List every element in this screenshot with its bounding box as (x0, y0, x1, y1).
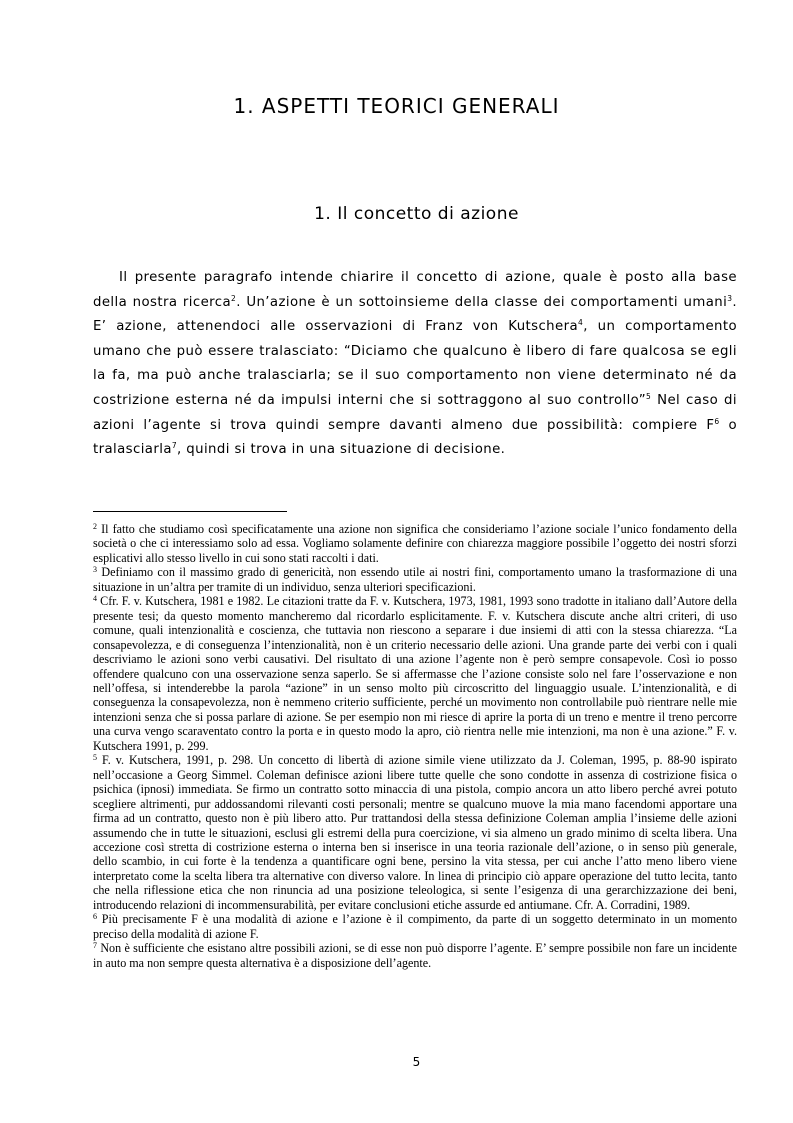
footnote-ref[interactable]: 5 (646, 391, 652, 401)
footnote-ref[interactable]: 3 (727, 293, 733, 303)
footnote-ref[interactable]: 2 (231, 293, 237, 303)
footnote (93, 594, 737, 753)
footnote (93, 912, 737, 941)
footnote-number: 5 (93, 753, 97, 763)
paragraph-text: Nel caso di azioni l’agente si trova quindi sempre davanti almeno due possibilità: compiere F (93, 392, 737, 433)
footnote-number: 3 (93, 565, 97, 575)
footnote-number: 4 (93, 594, 97, 604)
paragraph-text: . E’ azione, attenendoci alle osservazioni di Franz von Kutschera (93, 294, 738, 335)
footnotes (93, 522, 737, 970)
footnote-separator (93, 511, 287, 512)
body-paragraph (93, 266, 737, 463)
footnote (93, 941, 737, 970)
footnote (93, 522, 737, 565)
footnote-number: 2 (93, 522, 97, 531)
paragraph-text: o tralasciarla (93, 417, 737, 458)
footnote (93, 753, 737, 912)
footnote-text: F. v. Kutschera, 1991, p. 298. Un concetto di libertà di azione simile viene utilizzato da J. Coleman, 1995, p. 88-90 ispirato nell’occasione a Georg Simmel. Coleman definisce azioni libere tutte quelle che sono condotte in assenza di costrizione fisica o psichica (ipnosi) immediata. Se firmo un contratto sotto minaccia di una pistola, compio ancora un atto libero perché avrei potuto scegliere altrimenti, pur addossandomi rilevanti costi personali; mentre se qualcuno muove la mia mano facendomi apportare una firma ad un contratto, questo non è più libero atto. Pur trattandosi della stessa definizione Coleman amplia l’insieme delle azioni assumendo che in tutte le situazioni, esclusi gli estremi della pura coercizione, vi sia almeno un grado minimo di scelta libera. Una accezione così stretta di costrizione esterna o interna ben si inserisce in una teoria razionale dell’azione, o in senso più generale, dello scambio, in cui forte è la tendenza a quantificare ogni bene, persino la vita stessa, per cui anche l’atto meno libero viene interpretato come la scelta libera tra alternative con diverso valore. In linea di principio ciò appare operazione del tutto lecita, tanto che nella riflessione etica che non rinuncia ad una posizione teleologica, si sente l’esigenza di una gerarchizzazione dei beni, introducendo relazioni di incommensurabilità, per evitare conclusioni etiche assurde ed antiumane. Cfr. A. Corradini, 1989. (93, 753, 737, 912)
footnote-text: Il fatto che studiamo così specificatamente una azione non significa che consideriamo l’azione sociale l’unico fondamento della società o che ci interessiamo solo ad essa. Vogliamo solamente definire con chiarezza maggiore possibile l’oggetto dei nostri sforzi esplicativi allo stesso livello in cui sono stati raccolti i dati. (93, 522, 737, 565)
paragraph-text: , un comportamento umano che può essere tralasciato: “Diciamo che qualcuno è libero di fare qualcosa se egli la fa, ma può anche tralasciarla; se il suo comportamento non viene determinato né da costrizione esterna né da impulsi interni che si sottraggono al suo controllo” (93, 319, 738, 408)
footnote-number: 6 (93, 912, 97, 922)
footnote (93, 565, 737, 594)
footnote-text: Cfr. F. v. Kutschera, 1981 e 1982. Le citazioni tratte da F. v. Kutschera, 1973, 1981, 1993 sono tradotte in italiano dall’Autore della presente tesi; da questo momento mancheremo dal ricordarlo esplicitamente. F. v. Kutschera discute anche altri criteri, di uso comune, quali intenzionalità e coscienza, che tuttavia non riescono a separare i due insiemi di atti con la stessa chiarezza. “La consapevolezza, e di conseguenza l’intenzionalità, non è un criterio necessario delle azioni. Una grande parte dei verbi con i quali descriviamo le azioni sono verbi causativi. Del risultato di una azione l’agente non è però sempre consapevole. Così io posso offendere qualcuno con una osservazione senza saperlo. Se si affermasse che l’azione consiste solo nel fare l’osservazione e non nell’offesa, si intenderebbe la parola “azione” in un senso molto più circoscritto del linguaggio usuale. L’intenzionalità, e di conseguenza la consapevolezza, non è nemmeno criterio sufficiente, perché un movimento non controllabile può rientrare nelle mie intenzioni senza che si possa parlare di azione. Se per esempio non mi riesce di aprire la porta di un treno e mentre il treno percorre una curva vengo scaraventato contro la porta e in questo modo la apro, ciò rientra nelle mie intenzioni, ma non è una azione.” F. v. Kutschera 1991, p. 299. (93, 594, 737, 753)
footnote-ref[interactable]: 7 (171, 441, 178, 451)
footnote-ref[interactable]: 4 (578, 318, 584, 328)
paragraph-text: Il presente paragrafo intende chiarire il concetto di azione, quale è posto alla base della nostra ricerca (93, 270, 737, 310)
footnote-number: 7 (93, 941, 97, 951)
chapter-title: 1. ASPETTI TEORICI GENERALI (233, 94, 560, 118)
section-title: 1. Il concetto di azione (314, 204, 519, 224)
paragraph-text: , quindi si trova in una situazione di decisione. (177, 442, 506, 458)
page-number: 5 (412, 1055, 421, 1069)
footnote-ref[interactable]: 6 (714, 416, 720, 426)
footnote-text: Non è sufficiente che esistano altre possibili azioni, se di esse non può disporre l’agente. E’ sempre possibile non fare un incidente in auto ma non sempre questa alternativa è a disposizione dell’agente. (93, 941, 737, 970)
paragraph-text: . Un’azione è un sottoinsieme della classe dei comportamenti umani (236, 294, 728, 310)
footnote-text: Più precisamente F è una modalità di azione e l’azione è il compimento, da parte di un soggetto determinato in un momento preciso della modalità di azione F. (93, 912, 737, 941)
footnote-text: Definiamo con il massimo grado di genericità, non essendo utile ai nostri fini, comportamento umano la trasformazione di una situazione in un’altra per tramite di un individuo, senza ulteriori specificazioni. (93, 565, 737, 594)
